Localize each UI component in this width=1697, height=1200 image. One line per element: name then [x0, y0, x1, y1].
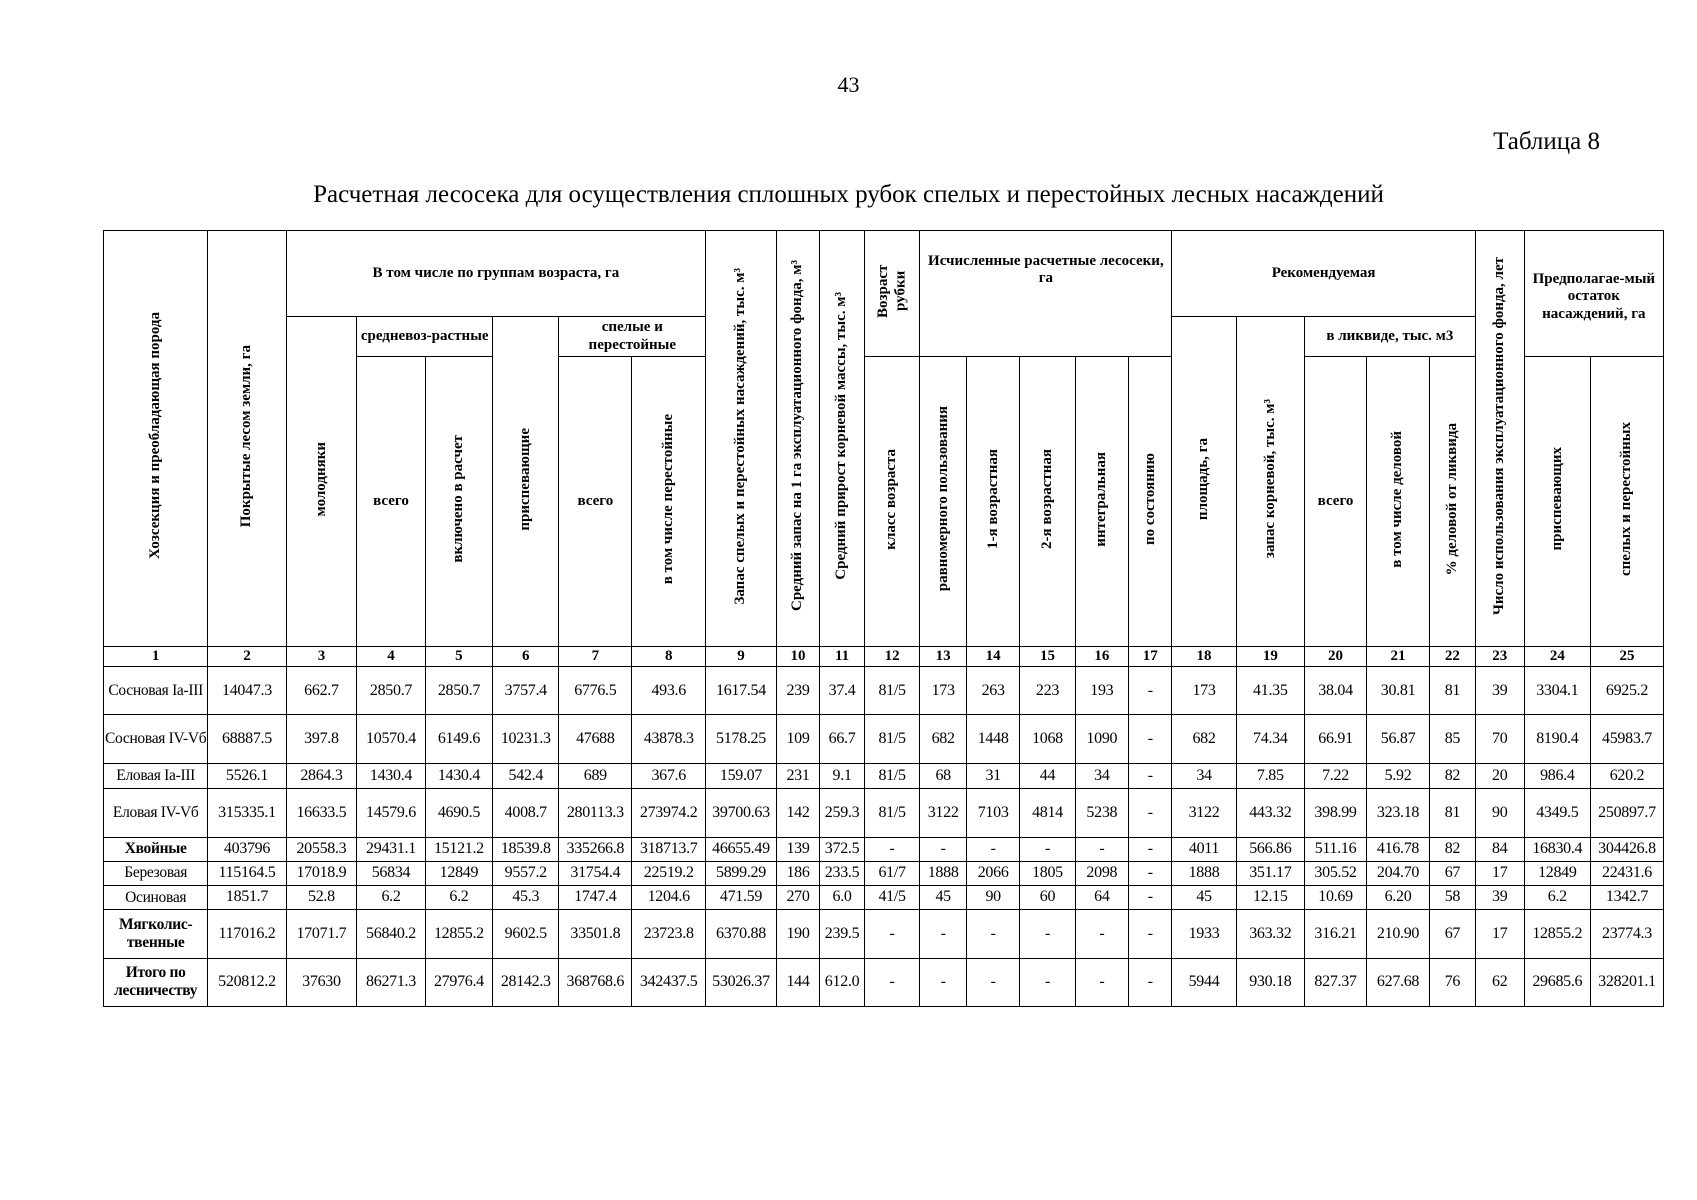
table-cell: 39700.63	[706, 789, 777, 837]
table-cell: 6.2	[425, 885, 492, 909]
table-cell: 20558.3	[286, 837, 357, 861]
table-cell: 2850.7	[357, 667, 425, 715]
table-cell: 82	[1430, 837, 1476, 861]
table-cell: -	[1020, 910, 1075, 958]
table-cell: 620.2	[1590, 763, 1663, 788]
table-cell: 5.92	[1367, 763, 1430, 788]
table-cell: 17071.7	[286, 910, 357, 958]
column-number: 16	[1075, 647, 1128, 667]
table-cell: -	[864, 958, 919, 1006]
table-cell: 273974.2	[632, 789, 706, 837]
table-cell: 81/5	[864, 763, 919, 788]
header-integral: интегральная	[1075, 357, 1128, 647]
table-cell: 16830.4	[1524, 837, 1590, 861]
table-cell: 56840.2	[357, 910, 425, 958]
table-cell: 1888	[1172, 861, 1236, 885]
table-cell: 90	[967, 885, 1020, 909]
table-cell: 173	[920, 667, 967, 715]
table-cell: 6.2	[1524, 885, 1590, 909]
table-cell: 612.0	[820, 958, 865, 1006]
table-cell: -	[967, 958, 1020, 1006]
header-mature-stock: Запас спелых и перестойных насаждений, тыс. м³	[706, 231, 777, 647]
table-row	[104, 837, 1664, 861]
table-cell: -	[1128, 837, 1172, 861]
header-avg-growth: Средний прирост корневой массы, тыс. м³	[820, 231, 865, 647]
table-cell: 10231.3	[493, 715, 559, 763]
table-cell: 239.5	[820, 910, 865, 958]
header-species: Хозсекция и преобладающая порода	[104, 231, 208, 647]
table-cell: 270	[776, 885, 819, 909]
column-number: 20	[1305, 647, 1367, 667]
table-cell: -	[967, 910, 1020, 958]
table-cell: 53026.37	[706, 958, 777, 1006]
column-number: 10	[776, 647, 819, 667]
table-cell: 47688	[559, 715, 632, 763]
table-cell: 10570.4	[357, 715, 425, 763]
table-cell: -	[920, 837, 967, 861]
table-cell: 67	[1430, 910, 1476, 958]
table-cell: 23723.8	[632, 910, 706, 958]
table-row	[104, 885, 1664, 909]
table-cell: 81/5	[864, 715, 919, 763]
header-age-class: класс возраста	[864, 357, 919, 647]
table-row	[104, 910, 1664, 958]
table-cell: 66.91	[1305, 715, 1367, 763]
table-cell: 6776.5	[559, 667, 632, 715]
table-cell: 81/5	[864, 789, 919, 837]
table-cell: 223	[1020, 667, 1075, 715]
table-cell: 74.34	[1236, 715, 1304, 763]
table-cell: 17018.9	[286, 861, 357, 885]
column-number: 19	[1236, 647, 1304, 667]
table-cell: 144	[776, 958, 819, 1006]
table-cell: 16633.5	[286, 789, 357, 837]
table-cell: 139	[776, 837, 819, 861]
table-cell: 81	[1430, 667, 1476, 715]
header-mature-total: всего	[559, 357, 632, 647]
table-cell: 45983.7	[1590, 715, 1663, 763]
column-number: 23	[1475, 647, 1524, 667]
table-cell: 4814	[1020, 789, 1075, 837]
column-number: 11	[820, 647, 865, 667]
table-cell: 566.86	[1236, 837, 1304, 861]
table-cell: 4690.5	[425, 789, 492, 837]
table-cell: 58	[1430, 885, 1476, 909]
table-cell: 1805	[1020, 861, 1075, 885]
table-cell: 12849	[425, 861, 492, 885]
table-cell: 39	[1475, 667, 1524, 715]
column-number: 21	[1367, 647, 1430, 667]
table-cell: 38.04	[1305, 667, 1367, 715]
header-usage-years: Число использования эксплуатационного фонда, лет	[1475, 231, 1524, 647]
header-forest-area: Покрытые лесом земли, га	[208, 231, 286, 647]
table-cell: 662.7	[286, 667, 357, 715]
table-cell: 12.15	[1236, 885, 1304, 909]
column-number: 8	[632, 647, 706, 667]
table-cell: 81/5	[864, 667, 919, 715]
row-name: Сосновая Ia-III	[104, 667, 208, 715]
table-cell: 351.17	[1236, 861, 1304, 885]
table-cell: 56.87	[1367, 715, 1430, 763]
header-age1: 1-я возрастная	[967, 357, 1020, 647]
table-cell: -	[1128, 910, 1172, 958]
table-cell: 316.21	[1305, 910, 1367, 958]
header-middle-total: всего	[357, 357, 425, 647]
table-cell: 12855.2	[1524, 910, 1590, 958]
table-cell: 930.18	[1236, 958, 1304, 1006]
table-cell: 315335.1	[208, 789, 286, 837]
header-business-pct: % деловой от ликвида	[1430, 357, 1476, 647]
table-cell: 17	[1475, 910, 1524, 958]
table-cell: 259.3	[820, 789, 865, 837]
table-cell: 70	[1475, 715, 1524, 763]
table-cell: 403796	[208, 837, 286, 861]
table-cell: 41/5	[864, 885, 919, 909]
table-cell: 117016.2	[208, 910, 286, 958]
table-cell: 15121.2	[425, 837, 492, 861]
table-cell: 250897.7	[1590, 789, 1663, 837]
table-cell: 22519.2	[632, 861, 706, 885]
table-cell: -	[1128, 861, 1172, 885]
column-number: 25	[1590, 647, 1663, 667]
table-cell: 41.35	[1236, 667, 1304, 715]
table-cell: 31754.4	[559, 861, 632, 885]
table-cell: 2066	[967, 861, 1020, 885]
table-cell: 9.1	[820, 763, 865, 788]
row-name: Осиновая	[104, 885, 208, 909]
table-cell: 4008.7	[493, 789, 559, 837]
table-cell: 45	[1172, 885, 1236, 909]
forest-cutting-table	[103, 230, 1664, 1007]
table-cell: 90	[1475, 789, 1524, 837]
table-cell: 1342.7	[1590, 885, 1663, 909]
row-name: Итого по лесничеству	[104, 958, 208, 1006]
table-cell: 682	[1172, 715, 1236, 763]
table-cell: 3122	[920, 789, 967, 837]
header-mature: спелые и перестойные	[559, 317, 706, 357]
table-cell: 14579.6	[357, 789, 425, 837]
table-cell: 2850.7	[425, 667, 492, 715]
table-cell: 190	[776, 910, 819, 958]
table-cell: 689	[559, 763, 632, 788]
header-overmature: в том числе перестойные	[632, 357, 706, 647]
table-cell: 368768.6	[559, 958, 632, 1006]
header-calculated: Исчисленные расчетные лесосеки, га	[920, 231, 1172, 357]
table-cell: 6.0	[820, 885, 865, 909]
table-cell: 52.8	[286, 885, 357, 909]
table-cell: 84	[1475, 837, 1524, 861]
row-name: Березовая	[104, 861, 208, 885]
header-rem-ripening: приспевающих	[1524, 357, 1590, 647]
table-cell: 7.85	[1236, 763, 1304, 788]
table-row	[104, 715, 1664, 763]
header-age2: 2-я возрастная	[1020, 357, 1075, 647]
table-cell: 28142.3	[493, 958, 559, 1006]
header-avg-stock: Средний запас на 1 га эксплуатационного фонда, м³	[776, 231, 819, 647]
column-number: 22	[1430, 647, 1476, 667]
table-cell: 1430.4	[357, 763, 425, 788]
table-cell: 68	[920, 763, 967, 788]
table-cell: 46655.49	[706, 837, 777, 861]
table-cell: 204.70	[1367, 861, 1430, 885]
table-cell: 17	[1475, 861, 1524, 885]
table-cell: 5899.29	[706, 861, 777, 885]
table-cell: 1617.54	[706, 667, 777, 715]
table-cell: 115164.5	[208, 861, 286, 885]
table-cell: 2864.3	[286, 763, 357, 788]
header-uniform: равномерного пользования	[920, 357, 967, 647]
table-cell: 60	[1020, 885, 1075, 909]
row-name: Хвойные	[104, 837, 208, 861]
table-row	[104, 789, 1664, 837]
table-cell: 34	[1075, 763, 1128, 788]
column-number: 7	[559, 647, 632, 667]
table-cell: 39	[1475, 885, 1524, 909]
column-number: 3	[286, 647, 357, 667]
header-ripening: приспевающие	[493, 317, 559, 647]
table-cell: 5526.1	[208, 763, 286, 788]
table-cell: 493.6	[632, 667, 706, 715]
table-cell: 6.20	[1367, 885, 1430, 909]
table-cell: 6149.6	[425, 715, 492, 763]
header-remaining: Предполагае-мый остаток насаждений, га	[1524, 231, 1663, 357]
table-cell: 542.4	[493, 763, 559, 788]
table-cell: 1888	[920, 861, 967, 885]
table-cell: -	[1075, 910, 1128, 958]
table-cell: 8190.4	[1524, 715, 1590, 763]
table-cell: 323.18	[1367, 789, 1430, 837]
table-cell: 81	[1430, 789, 1476, 837]
table-cell: 7103	[967, 789, 1020, 837]
table-cell: 6925.2	[1590, 667, 1663, 715]
table-cell: 193	[1075, 667, 1128, 715]
column-number: 24	[1524, 647, 1590, 667]
table-cell: 1448	[967, 715, 1020, 763]
table-cell: 68887.5	[208, 715, 286, 763]
header-rem-mature: спелых и перестойных	[1590, 357, 1663, 647]
table-cell: -	[1128, 885, 1172, 909]
table-cell: 471.59	[706, 885, 777, 909]
table-cell: 18539.8	[493, 837, 559, 861]
table-cell: 280113.3	[559, 789, 632, 837]
table-cell: 1204.6	[632, 885, 706, 909]
table-cell: 1430.4	[425, 763, 492, 788]
column-number: 2	[208, 647, 286, 667]
table-cell: 210.90	[1367, 910, 1430, 958]
table-cell: 9602.5	[493, 910, 559, 958]
table-cell: 335266.8	[559, 837, 632, 861]
column-number: 4	[357, 647, 425, 667]
header-area: площадь, га	[1172, 317, 1236, 647]
table-cell: 66.7	[820, 715, 865, 763]
header-middle-included: включено в расчет	[425, 357, 492, 647]
table-cell: 31	[967, 763, 1020, 788]
table-cell: 23774.3	[1590, 910, 1663, 958]
table-label: Таблица 8	[1493, 128, 1600, 155]
header-cutting-age: Возраст рубки	[864, 231, 919, 357]
table-cell: 12855.2	[425, 910, 492, 958]
table-cell: -	[864, 910, 919, 958]
table-cell: 627.68	[1367, 958, 1430, 1006]
table-cell: 5944	[1172, 958, 1236, 1006]
table-cell: 986.4	[1524, 763, 1590, 788]
table-cell: 159.07	[706, 763, 777, 788]
table-cell: -	[920, 910, 967, 958]
table-row	[104, 958, 1664, 1006]
table-cell: 82	[1430, 763, 1476, 788]
table-cell: 173	[1172, 667, 1236, 715]
table-cell: -	[1128, 715, 1172, 763]
table-cell: 363.32	[1236, 910, 1304, 958]
row-name: Еловая Ia-III	[104, 763, 208, 788]
table-cell: 443.32	[1236, 789, 1304, 837]
column-number: 13	[920, 647, 967, 667]
table-cell: 1747.4	[559, 885, 632, 909]
table-cell: 33501.8	[559, 910, 632, 958]
table-cell: 5238	[1075, 789, 1128, 837]
table-cell: -	[864, 837, 919, 861]
table-cell: -	[1128, 958, 1172, 1006]
table-cell: -	[1128, 667, 1172, 715]
table-cell: 1933	[1172, 910, 1236, 958]
table-cell: -	[920, 958, 967, 1006]
table-cell: 30.81	[1367, 667, 1430, 715]
table-cell: 4349.5	[1524, 789, 1590, 837]
table-cell: 6.2	[357, 885, 425, 909]
table-cell: 37630	[286, 958, 357, 1006]
table-cell: 27976.4	[425, 958, 492, 1006]
table-cell: -	[967, 837, 1020, 861]
column-number: 9	[706, 647, 777, 667]
table-cell: 3757.4	[493, 667, 559, 715]
table-cell: 305.52	[1305, 861, 1367, 885]
table-cell: 398.99	[1305, 789, 1367, 837]
table-cell: 20	[1475, 763, 1524, 788]
table-cell: 12849	[1524, 861, 1590, 885]
table-cell: 85	[1430, 715, 1476, 763]
table-cell: 367.6	[632, 763, 706, 788]
table-cell: 142	[776, 789, 819, 837]
header-liquid-total: всего	[1305, 357, 1367, 647]
header-age-groups: В том числе по группам возраста, га	[286, 231, 706, 317]
header-by-condition: по состоянию	[1128, 357, 1172, 647]
column-number: 14	[967, 647, 1020, 667]
table-cell: 7.22	[1305, 763, 1367, 788]
table-cell: 328201.1	[1590, 958, 1663, 1006]
table-cell: 34	[1172, 763, 1236, 788]
table-cell: 5178.25	[706, 715, 777, 763]
table-cell: 186	[776, 861, 819, 885]
table-cell: 372.5	[820, 837, 865, 861]
row-name: Еловая IV-Vб	[104, 789, 208, 837]
table-row	[104, 763, 1664, 788]
table-cell: 4011	[1172, 837, 1236, 861]
table-cell: 29685.6	[1524, 958, 1590, 1006]
table-cell: 231	[776, 763, 819, 788]
table-cell: 64	[1075, 885, 1128, 909]
table-cell: 22431.6	[1590, 861, 1663, 885]
table-cell: 61/7	[864, 861, 919, 885]
column-number: 12	[864, 647, 919, 667]
table-cell: 9557.2	[493, 861, 559, 885]
table-cell: 76	[1430, 958, 1476, 1006]
header-business: в том числе деловой	[1367, 357, 1430, 647]
table-cell: 62	[1475, 958, 1524, 1006]
table-cell: 109	[776, 715, 819, 763]
header-recommended: Рекомендуемая	[1172, 231, 1475, 317]
table-cell: 682	[920, 715, 967, 763]
table-cell: 44	[1020, 763, 1075, 788]
column-number: 1	[104, 647, 208, 667]
column-number: 5	[425, 647, 492, 667]
header-middle-aged: средневоз-растные	[357, 317, 493, 357]
table-cell: -	[1128, 763, 1172, 788]
table-cell: 6370.88	[706, 910, 777, 958]
table-cell: 37.4	[820, 667, 865, 715]
table-cell: 263	[967, 667, 1020, 715]
table-cell: 2098	[1075, 861, 1128, 885]
table-cell: -	[1020, 837, 1075, 861]
table-cell: -	[1020, 958, 1075, 1006]
table-cell: 1068	[1020, 715, 1075, 763]
column-number: 17	[1128, 647, 1172, 667]
table-cell: 3122	[1172, 789, 1236, 837]
page-number: 43	[837, 72, 860, 97]
table-cell: 416.78	[1367, 837, 1430, 861]
table-cell: 1090	[1075, 715, 1128, 763]
column-number-row	[104, 647, 1664, 667]
table-cell: 29431.1	[357, 837, 425, 861]
table-cell: 45.3	[493, 885, 559, 909]
column-number: 15	[1020, 647, 1075, 667]
table-cell: -	[1075, 837, 1128, 861]
table-cell: 3304.1	[1524, 667, 1590, 715]
table-cell: 1851.7	[208, 885, 286, 909]
row-name: Сосновая IV-Vб	[104, 715, 208, 763]
table-cell: 239	[776, 667, 819, 715]
table-cell: 56834	[357, 861, 425, 885]
header-root-stock: запас корневой, тыс. м³	[1236, 317, 1304, 647]
table-cell: 342437.5	[632, 958, 706, 1006]
table-cell: 304426.8	[1590, 837, 1663, 861]
table-cell: 86271.3	[357, 958, 425, 1006]
column-number: 18	[1172, 647, 1236, 667]
column-number: 6	[493, 647, 559, 667]
table-cell: 10.69	[1305, 885, 1367, 909]
table-cell: -	[1075, 958, 1128, 1006]
table-cell: 233.5	[820, 861, 865, 885]
row-name: Мягколис-твенные	[104, 910, 208, 958]
table-cell: 827.37	[1305, 958, 1367, 1006]
table-cell: 397.8	[286, 715, 357, 763]
header-liquid: в ликвиде, тыс. м3	[1305, 317, 1476, 357]
table-cell: -	[1128, 789, 1172, 837]
table-row	[104, 861, 1664, 885]
document-title: Расчетная лесосека для осуществления сплошных рубок спелых и перестойных лесных насаждений	[313, 181, 1384, 208]
table-cell: 318713.7	[632, 837, 706, 861]
header-young: молодняки	[286, 317, 357, 647]
table-cell: 511.16	[1305, 837, 1367, 861]
table-cell: 14047.3	[208, 667, 286, 715]
table-cell: 67	[1430, 861, 1476, 885]
table-cell: 45	[920, 885, 967, 909]
table-cell: 43878.3	[632, 715, 706, 763]
table-cell: 520812.2	[208, 958, 286, 1006]
table-row	[104, 667, 1664, 715]
